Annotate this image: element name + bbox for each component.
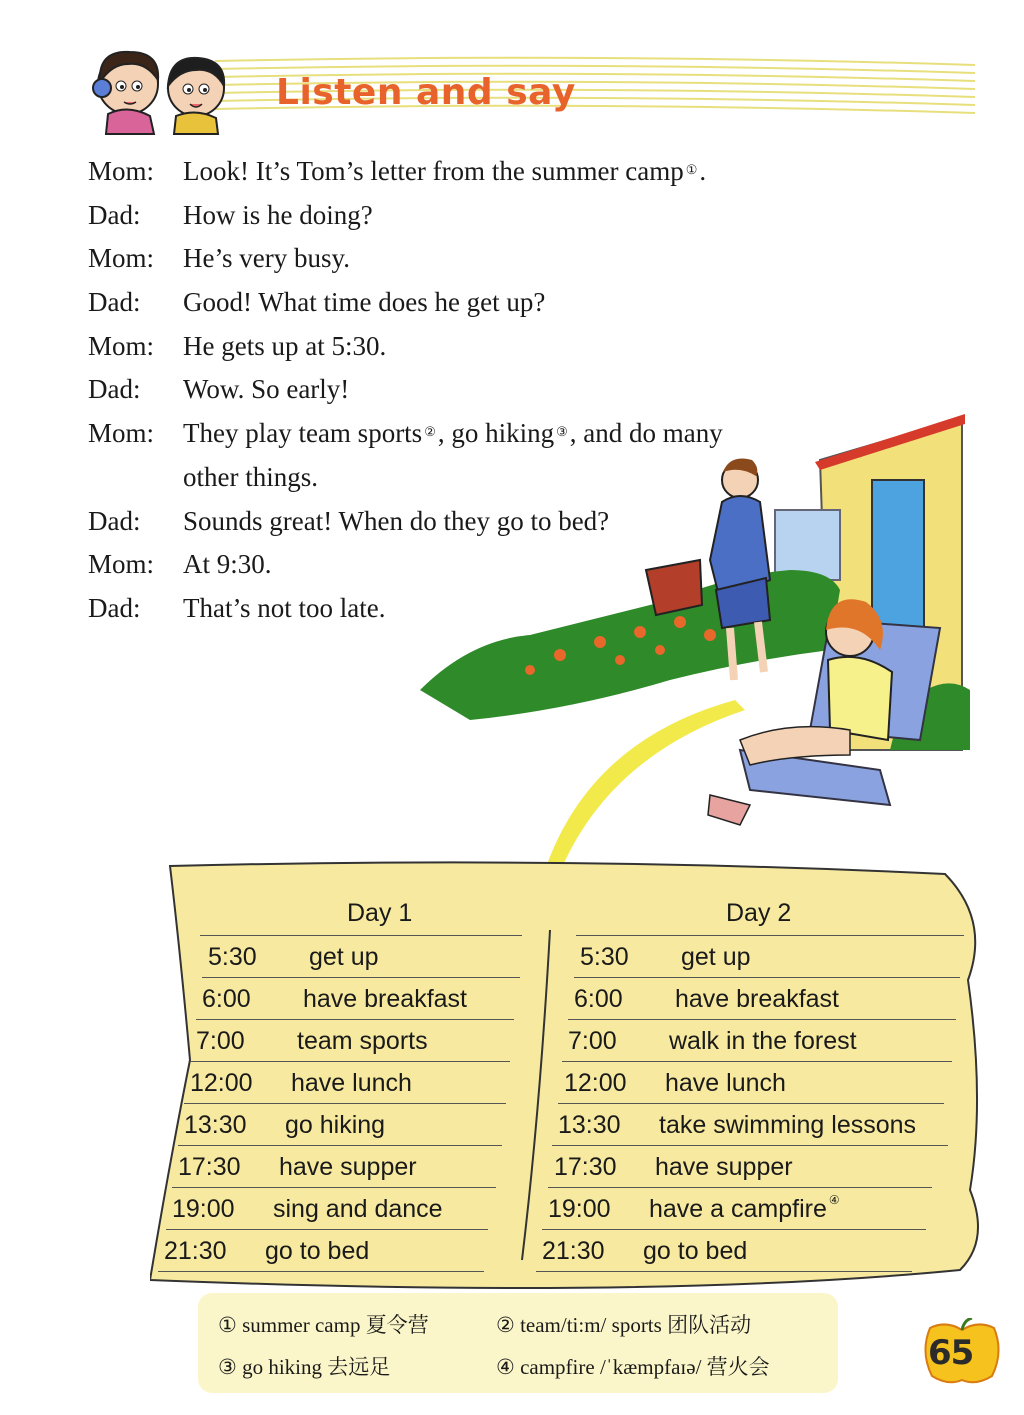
activity: have breakfast	[303, 985, 467, 1013]
time: 13:30	[184, 1111, 247, 1139]
schedule-row	[178, 1105, 502, 1146]
dialogue-text: How is he doing?	[183, 199, 373, 230]
schedule-row	[548, 1147, 932, 1188]
activity: go to bed	[643, 1237, 748, 1265]
time: 19:00	[548, 1195, 611, 1223]
section-title: Listen and say	[276, 72, 576, 113]
footnote-marker: ④	[828, 1193, 840, 1207]
footnote: ④ campfire /ˈkæmpfaɪə/ 营火会	[496, 1355, 770, 1379]
speaker: Dad:	[88, 199, 141, 230]
speaker: Mom:	[88, 330, 155, 361]
footnote-marker: ②	[424, 424, 436, 440]
garden-scene-illustration	[410, 410, 970, 880]
footnote-marker: ③	[556, 424, 568, 440]
dialogue-text: Good! What time does he get up?	[183, 287, 546, 318]
dialogue-text: They play team sports	[183, 418, 423, 449]
time: 19:00	[172, 1195, 235, 1223]
schedule-row	[190, 1021, 510, 1062]
schedule-row	[202, 937, 520, 978]
dialogue-line	[88, 368, 868, 412]
dialogue-text: , go hiking	[437, 418, 555, 449]
schedule-row	[562, 1021, 952, 1062]
schedule-row	[158, 1231, 484, 1272]
time: 6:00	[202, 985, 251, 1013]
time: 17:30	[554, 1153, 617, 1181]
time: 5:30	[580, 943, 629, 971]
footnotes-box	[198, 1293, 838, 1393]
header	[0, 30, 1024, 140]
speaker: Dad:	[88, 505, 141, 536]
time: 7:00	[568, 1027, 617, 1055]
speaker: Dad:	[88, 592, 141, 623]
time: 21:30	[542, 1237, 605, 1265]
dialogue-text: He gets up at 5:30.	[183, 330, 387, 361]
time: 21:30	[164, 1237, 227, 1265]
schedule-row	[542, 1189, 926, 1230]
schedule-row	[184, 1063, 506, 1104]
dialogue-text: He’s very busy.	[183, 243, 350, 274]
time: 12:00	[564, 1069, 627, 1097]
dialogue-text: Wow. So early!	[183, 374, 350, 405]
activity: have breakfast	[675, 985, 839, 1013]
activity: have a campfire	[649, 1195, 827, 1223]
footnote: ① summer camp 夏令营	[218, 1313, 429, 1337]
schedule-row	[568, 979, 956, 1020]
footnote-marker: ①	[685, 162, 698, 177]
speaker: Mom:	[88, 549, 155, 580]
speaker: Mom:	[88, 418, 155, 449]
activity: have supper	[655, 1153, 793, 1181]
dialogue-text: At 9:30.	[183, 549, 272, 580]
dialogue-line	[88, 237, 868, 281]
day2-title: Day 2	[726, 899, 792, 927]
schedule-row	[574, 937, 960, 978]
schedule-row	[196, 979, 514, 1020]
dialogue-text: , and do many	[569, 418, 723, 449]
dialogue-text: .	[699, 156, 707, 186]
day1-title: Day 1	[347, 899, 413, 927]
dialogue-line	[88, 150, 868, 194]
dialogue-text: That’s not too late.	[183, 592, 386, 623]
speaker: Dad:	[88, 287, 141, 318]
time: 6:00	[574, 985, 623, 1013]
time: 7:00	[196, 1027, 245, 1055]
schedule-row	[558, 1063, 944, 1104]
speaker: Mom:	[88, 156, 155, 186]
schedule-row	[536, 1231, 912, 1272]
activity: take swimming lessons	[659, 1111, 917, 1139]
dialogue-text: other things.	[183, 461, 318, 492]
time: 5:30	[208, 943, 257, 971]
activity: have supper	[279, 1153, 417, 1181]
time: 13:30	[558, 1111, 621, 1139]
dialogue-text: Sounds great! When do they go to bed?	[183, 505, 610, 536]
activity: walk in the forest	[669, 1027, 857, 1055]
activity: go hiking	[285, 1111, 386, 1139]
dialogue-line	[88, 194, 868, 238]
dialogue-line	[88, 325, 868, 369]
activity: get up	[681, 943, 751, 971]
activity: sing and dance	[273, 1195, 443, 1223]
schedule-row	[172, 1147, 496, 1188]
time: 12:00	[190, 1069, 253, 1097]
time: 17:30	[178, 1153, 241, 1181]
schedule-row	[552, 1105, 948, 1146]
speaker: Dad:	[88, 374, 141, 405]
kids-illustration	[88, 42, 228, 137]
divider	[576, 935, 964, 936]
footnote: ③ go hiking 去远足	[218, 1355, 391, 1379]
divider	[200, 935, 522, 936]
schedule-row	[166, 1189, 488, 1230]
activity: go to bed	[265, 1237, 370, 1265]
activity: team sports	[297, 1027, 428, 1055]
activity: have lunch	[291, 1069, 412, 1097]
speaker: Mom:	[88, 243, 155, 274]
page-number: 65	[928, 1333, 974, 1373]
activity: get up	[309, 943, 379, 971]
footnote: ② team/ti:m/ sports 团队活动	[496, 1313, 752, 1337]
activity: have lunch	[665, 1069, 786, 1097]
dialogue-text: Look! It’s Tom’s letter from the summer camp	[183, 156, 684, 186]
dialogue-line	[88, 281, 868, 325]
